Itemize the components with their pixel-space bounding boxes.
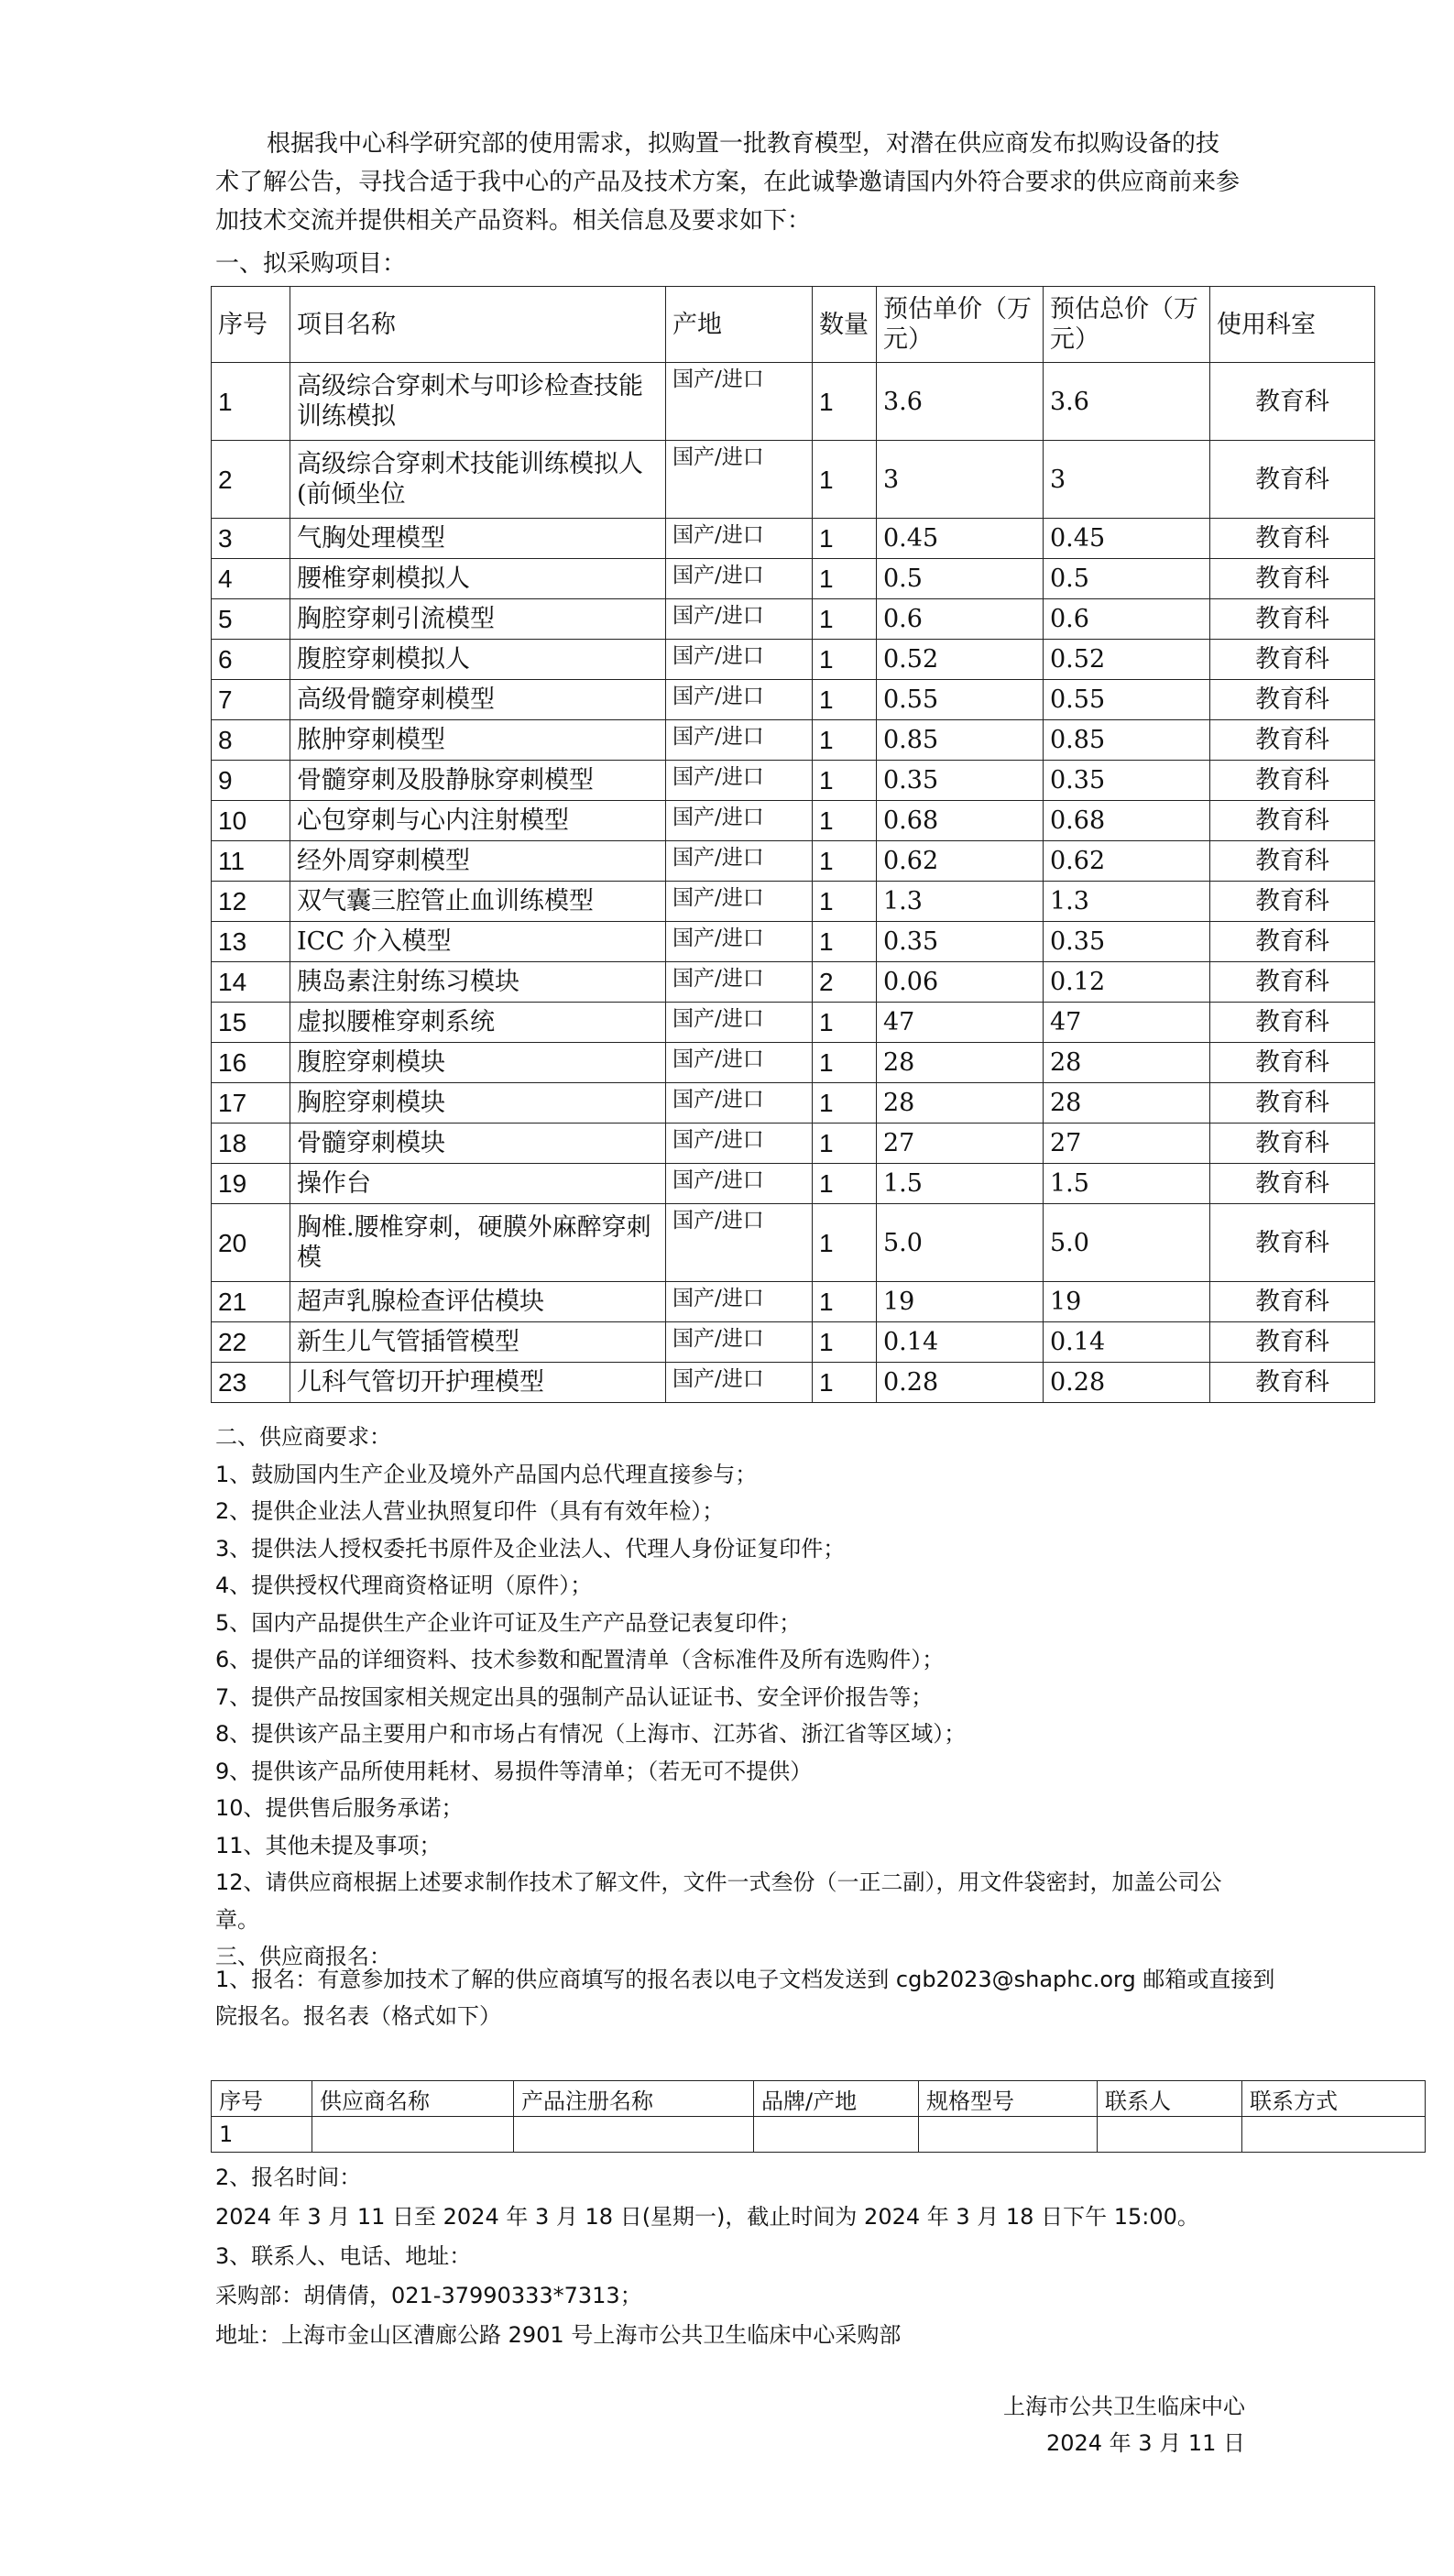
cell-quantity: 1 (813, 441, 877, 519)
cell-total-price: 0.55 (1044, 680, 1210, 720)
form-cell (1098, 2117, 1242, 2153)
header-total-price: 预估总价（万元） (1044, 287, 1210, 363)
cell-total-price: 27 (1044, 1124, 1210, 1164)
registration-text (215, 1961, 1296, 2034)
cell-index: 8 (212, 720, 290, 761)
cell-total-price: 0.62 (1044, 841, 1210, 882)
table-row (212, 801, 1375, 841)
cell-quantity: 1 (813, 1003, 877, 1043)
cell-total-price: 0.5 (1044, 559, 1210, 599)
cell-origin: 国产/进口 (666, 1083, 813, 1124)
cell-unit-price: 0.14 (877, 1322, 1044, 1363)
form-header-supplier: 供应商名称 (312, 2081, 514, 2117)
cell-name: 操作台 (290, 1164, 666, 1204)
table-row (212, 441, 1375, 519)
cell-quantity: 1 (813, 599, 877, 640)
table-row (212, 1204, 1375, 1282)
cell-name: 腹腔穿刺模拟人 (290, 640, 666, 680)
cell-department: 教育科 (1210, 1282, 1375, 1322)
cell-unit-price: 0.55 (877, 680, 1044, 720)
cell-quantity: 1 (813, 559, 877, 599)
intro-paragraph: 根据我中心科学研究部的使用需求，拟购置一批教育模型，对潜在供应商发布拟购设备的技术了解公告，寻找合适于我中心的产品及技术方案，在此诚挚邀请国内外符合要求的供应商前来参加技术交流并提供相关产品资料。相关信息及要求如下： (215, 130, 1241, 235)
table-row (212, 1124, 1375, 1164)
cell-name: 胸椎.腰椎穿刺，硬膜外麻醉穿刺模 (290, 1204, 666, 1282)
cell-name: 胰岛素注射练习模块 (290, 962, 666, 1003)
requirement-item: 12、请供应商根据上述要求制作技术了解文件，文件一式叁份（一正二副），用文件袋密封，加盖公司公章。 (215, 1869, 1222, 1933)
requirement-item: 7、提供产品按国家相关规定出具的强制产品认证证书、安全评价报告等； (215, 1683, 934, 1710)
cell-quantity: 1 (813, 1043, 877, 1083)
table-row (212, 1282, 1375, 1322)
cell-index: 5 (212, 599, 290, 640)
cell-department: 教育科 (1210, 1204, 1375, 1282)
registration-details (215, 2158, 1296, 2355)
cell-name: 胸腔穿刺模块 (290, 1083, 666, 1124)
cell-origin: 国产/进口 (666, 680, 813, 720)
table-row (212, 363, 1375, 441)
table-row (212, 962, 1375, 1003)
cell-name: 胸腔穿刺引流模型 (290, 599, 666, 640)
cell-total-price: 0.35 (1044, 761, 1210, 801)
cell-origin: 国产/进口 (666, 922, 813, 962)
cell-total-price: 28 (1044, 1083, 1210, 1124)
header-unit-price: 预估单价（万元） (877, 287, 1044, 363)
cell-total-price: 0.68 (1044, 801, 1210, 841)
table-row (212, 1003, 1375, 1043)
cell-name: 高级骨髓穿刺模型 (290, 680, 666, 720)
requirement-item: 5、国内产品提供生产企业许可证及生产产品登记表复印件； (215, 1609, 802, 1636)
cell-unit-price: 27 (877, 1124, 1044, 1164)
cell-name: 高级综合穿刺术技能训练模拟人(前倾坐位 (290, 441, 666, 519)
requirement-item: 8、提供该产品主要用户和市场占有情况（上海市、江苏省、浙江省等区域）； (215, 1721, 967, 1747)
cell-name: 儿科气管切开护理模型 (290, 1363, 666, 1403)
cell-origin: 国产/进口 (666, 720, 813, 761)
cell-index: 3 (212, 519, 290, 559)
form-header-phone: 联系方式 (1242, 2081, 1426, 2117)
registration-instruction: 1、报名：有意参加技术了解的供应商填写的报名表以电子文档发送到 cgb2023@shaphc.org 邮箱或直接到院报名。报名表（格式如下） (215, 1967, 1275, 2029)
cell-department: 教育科 (1210, 1003, 1375, 1043)
cell-name: 超声乳腺检查评估模块 (290, 1282, 666, 1322)
intro (215, 125, 1241, 240)
cell-origin: 国产/进口 (666, 1164, 813, 1204)
items-table (211, 286, 1375, 1403)
cell-name: 腹腔穿刺模块 (290, 1043, 666, 1083)
registration-form-table (211, 2080, 1426, 2153)
cell-origin: 国产/进口 (666, 1003, 813, 1043)
form-header-row (212, 2081, 1426, 2117)
form-header-product: 产品注册名称 (514, 2081, 754, 2117)
cell-name: 高级综合穿刺术与叩诊检查技能训练模拟 (290, 363, 666, 441)
cell-unit-price: 0.52 (877, 640, 1044, 680)
cell-unit-price: 0.5 (877, 559, 1044, 599)
cell-quantity: 1 (813, 519, 877, 559)
table-row (212, 720, 1375, 761)
form-header-model: 规格型号 (919, 2081, 1098, 2117)
cell-name: 经外周穿刺模型 (290, 841, 666, 882)
table-row (212, 519, 1375, 559)
signature-date: 2024 年 3 月 11 日 (1045, 2430, 1245, 2456)
cell-index: 9 (212, 761, 290, 801)
form-cell (312, 2117, 514, 2153)
cell-name: 双气囊三腔管止血训练模型 (290, 882, 666, 922)
cell-unit-price: 3 (877, 441, 1044, 519)
form-header-index: 序号 (212, 2081, 312, 2117)
cell-department: 教育科 (1210, 640, 1375, 680)
items-table-body (212, 363, 1375, 1403)
cell-department: 教育科 (1210, 922, 1375, 962)
requirement-item: 3、提供法人授权委托书原件及企业法人、代理人身份证复印件； (215, 1535, 846, 1562)
cell-total-price: 0.14 (1044, 1322, 1210, 1363)
table-row (212, 640, 1375, 680)
cell-total-price: 5.0 (1044, 1204, 1210, 1282)
requirement-item: 6、提供产品的详细资料、技术参数和配置清单（含标准件及所有选购件）； (215, 1647, 945, 1672)
form-header-contact: 联系人 (1098, 2081, 1242, 2117)
cell-total-price: 1.5 (1044, 1164, 1210, 1204)
cell-origin: 国产/进口 (666, 1124, 813, 1164)
cell-quantity: 1 (813, 882, 877, 922)
form-row (212, 2117, 1426, 2153)
header-name: 项目名称 (290, 287, 666, 363)
cell-quantity: 1 (813, 801, 877, 841)
cell-total-price: 3.6 (1044, 363, 1210, 441)
table-row (212, 559, 1375, 599)
cell-index: 20 (212, 1204, 290, 1282)
cell-index: 15 (212, 1003, 290, 1043)
requirement-item: 1、鼓励国内生产企业及境外产品国内总代理直接参与； (215, 1461, 758, 1487)
cell-origin: 国产/进口 (666, 962, 813, 1003)
cell-index: 19 (212, 1164, 290, 1204)
cell-unit-price: 0.62 (877, 841, 1044, 882)
cell-origin: 国产/进口 (666, 1322, 813, 1363)
cell-department: 教育科 (1210, 519, 1375, 559)
cell-index: 1 (212, 363, 290, 441)
cell-department: 教育科 (1210, 882, 1375, 922)
cell-unit-price: 28 (877, 1043, 1044, 1083)
cell-quantity: 1 (813, 680, 877, 720)
cell-total-price: 0.45 (1044, 519, 1210, 559)
cell-unit-price: 0.35 (877, 761, 1044, 801)
cell-quantity: 1 (813, 1204, 877, 1282)
cell-origin: 国产/进口 (666, 519, 813, 559)
cell-department: 教育科 (1210, 841, 1375, 882)
cell-unit-price: 0.45 (877, 519, 1044, 559)
cell-unit-price: 0.06 (877, 962, 1044, 1003)
cell-unit-price: 0.28 (877, 1363, 1044, 1403)
cell-name: 腰椎穿刺模拟人 (290, 559, 666, 599)
cell-origin: 国产/进口 (666, 559, 813, 599)
signature-block (1003, 2388, 1245, 2461)
requirement-item: 10、提供售后服务承诺； (215, 1795, 464, 1821)
cell-index: 23 (212, 1363, 290, 1403)
cell-department: 教育科 (1210, 761, 1375, 801)
cell-department: 教育科 (1210, 1363, 1375, 1403)
cell-name: 脓肿穿刺模型 (290, 720, 666, 761)
section-1-heading: 一、拟采购项目： (215, 250, 407, 278)
cell-index: 7 (212, 680, 290, 720)
cell-unit-price: 5.0 (877, 1204, 1044, 1282)
requirement-item: 4、提供授权代理商资格证明（原件）； (215, 1573, 593, 1598)
cell-department: 教育科 (1210, 962, 1375, 1003)
cell-origin: 国产/进口 (666, 841, 813, 882)
cell-unit-price: 0.35 (877, 922, 1044, 962)
cell-unit-price: 0.6 (877, 599, 1044, 640)
cell-unit-price: 3.6 (877, 363, 1044, 441)
cell-total-price: 0.85 (1044, 720, 1210, 761)
cell-origin: 国产/进口 (666, 761, 813, 801)
cell-index: 6 (212, 640, 290, 680)
cell-origin: 国产/进口 (666, 363, 813, 441)
form-cell-index: 1 (212, 2117, 312, 2153)
cell-quantity: 1 (813, 1363, 877, 1403)
cell-origin: 国产/进口 (666, 1043, 813, 1083)
cell-department: 教育科 (1210, 1124, 1375, 1164)
contact-label: 3、联系人、电话、地址： (215, 2243, 472, 2269)
cell-origin: 国产/进口 (666, 441, 813, 519)
cell-origin: 国产/进口 (666, 1282, 813, 1322)
table-row (212, 922, 1375, 962)
cell-index: 14 (212, 962, 290, 1003)
cell-unit-price: 0.85 (877, 720, 1044, 761)
requirement-item: 11、其他未提及事项； (215, 1832, 442, 1858)
cell-department: 教育科 (1210, 599, 1375, 640)
cell-quantity: 1 (813, 720, 877, 761)
cell-origin: 国产/进口 (666, 599, 813, 640)
form-cell (754, 2117, 919, 2153)
form-header-brand: 品牌/产地 (754, 2081, 919, 2117)
header-origin: 产地 (666, 287, 813, 363)
cell-total-price: 0.35 (1044, 922, 1210, 962)
header-department: 使用科室 (1210, 287, 1375, 363)
cell-unit-price: 28 (877, 1083, 1044, 1124)
cell-total-price: 47 (1044, 1003, 1210, 1043)
cell-department: 教育科 (1210, 1043, 1375, 1083)
cell-department: 教育科 (1210, 1164, 1375, 1204)
cell-quantity: 1 (813, 1083, 877, 1124)
cell-origin: 国产/进口 (666, 1204, 813, 1282)
table-row (212, 761, 1375, 801)
table-row (212, 680, 1375, 720)
cell-index: 4 (212, 559, 290, 599)
section-3-heading: 三、供应商报名： (215, 1944, 391, 1969)
cell-total-price: 0.52 (1044, 640, 1210, 680)
form-cell (919, 2117, 1098, 2153)
signature-org: 上海市公共卫生临床中心 (1003, 2394, 1245, 2419)
table-row (212, 599, 1375, 640)
cell-department: 教育科 (1210, 1083, 1375, 1124)
cell-total-price: 3 (1044, 441, 1210, 519)
cell-index: 21 (212, 1282, 290, 1322)
cell-quantity: 1 (813, 363, 877, 441)
cell-total-price: 0.12 (1044, 962, 1210, 1003)
cell-quantity: 1 (813, 841, 877, 882)
cell-unit-price: 1.3 (877, 882, 1044, 922)
cell-name: 气胸处理模型 (290, 519, 666, 559)
cell-quantity: 1 (813, 922, 877, 962)
cell-total-price: 28 (1044, 1043, 1210, 1083)
table-row (212, 1043, 1375, 1083)
cell-quantity: 1 (813, 1282, 877, 1322)
table-row (212, 1363, 1375, 1403)
items-table-header (212, 287, 1375, 363)
contact-purchase: 采购部：胡倩倩，021-37990333*7313； (215, 2283, 642, 2308)
cell-index: 16 (212, 1043, 290, 1083)
registration-time-label: 2、报名时间： (215, 2165, 362, 2190)
table-row (212, 1083, 1375, 1124)
cell-origin: 国产/进口 (666, 1363, 813, 1403)
form-cell (1242, 2117, 1426, 2153)
table-row (212, 841, 1375, 882)
cell-department: 教育科 (1210, 680, 1375, 720)
section-2-heading: 二、供应商要求： (215, 1424, 391, 1450)
cell-name: 骨髓穿刺及股静脉穿刺模型 (290, 761, 666, 801)
cell-department: 教育科 (1210, 1322, 1375, 1363)
table-row (212, 882, 1375, 922)
cell-quantity: 2 (813, 962, 877, 1003)
requirement-item: 9、提供该产品所使用耗材、易损件等清单；（若无可不提供） (215, 1758, 813, 1784)
form-cell (514, 2117, 754, 2153)
cell-unit-price: 0.68 (877, 801, 1044, 841)
cell-index: 12 (212, 882, 290, 922)
cell-department: 教育科 (1210, 559, 1375, 599)
cell-index: 22 (212, 1322, 290, 1363)
cell-index: 17 (212, 1083, 290, 1124)
cell-unit-price: 19 (877, 1282, 1044, 1322)
cell-name: ICC 介入模型 (290, 922, 666, 962)
cell-total-price: 0.28 (1044, 1363, 1210, 1403)
contact-address: 地址：上海市金山区漕廊公路 2901 号上海市公共卫生临床中心采购部 (215, 2322, 902, 2348)
cell-quantity: 1 (813, 761, 877, 801)
cell-index: 2 (212, 441, 290, 519)
cell-quantity: 1 (813, 640, 877, 680)
cell-origin: 国产/进口 (666, 640, 813, 680)
header-index: 序号 (212, 287, 290, 363)
table-row (212, 1164, 1375, 1204)
cell-total-price: 0.6 (1044, 599, 1210, 640)
cell-name: 新生儿气管插管模型 (290, 1322, 666, 1363)
cell-unit-price: 1.5 (877, 1164, 1044, 1204)
table-row (212, 1322, 1375, 1363)
cell-index: 10 (212, 801, 290, 841)
cell-department: 教育科 (1210, 801, 1375, 841)
cell-index: 13 (212, 922, 290, 962)
cell-unit-price: 47 (877, 1003, 1044, 1043)
cell-index: 18 (212, 1124, 290, 1164)
cell-name: 骨髓穿刺模块 (290, 1124, 666, 1164)
cell-index: 11 (212, 841, 290, 882)
header-quantity: 数量 (813, 287, 877, 363)
cell-name: 心包穿刺与心内注射模型 (290, 801, 666, 841)
cell-quantity: 1 (813, 1322, 877, 1363)
requirement-item: 2、提供企业法人营业执照复印件（具有有效年检）； (215, 1498, 725, 1524)
cell-origin: 国产/进口 (666, 882, 813, 922)
cell-total-price: 1.3 (1044, 882, 1210, 922)
registration-time-value: 2024 年 3 月 11 日至 2024 年 3 月 18 日(星期一)，截止时间为 2024 年 3 月 18 日下午 15:00。 (215, 2204, 1199, 2230)
supplier-requirements (215, 1419, 1260, 1976)
cell-quantity: 1 (813, 1164, 877, 1204)
cell-total-price: 19 (1044, 1282, 1210, 1322)
cell-quantity: 1 (813, 1124, 877, 1164)
cell-department: 教育科 (1210, 720, 1375, 761)
cell-origin: 国产/进口 (666, 801, 813, 841)
cell-department: 教育科 (1210, 441, 1375, 519)
cell-department: 教育科 (1210, 363, 1375, 441)
cell-name: 虚拟腰椎穿刺系统 (290, 1003, 666, 1043)
